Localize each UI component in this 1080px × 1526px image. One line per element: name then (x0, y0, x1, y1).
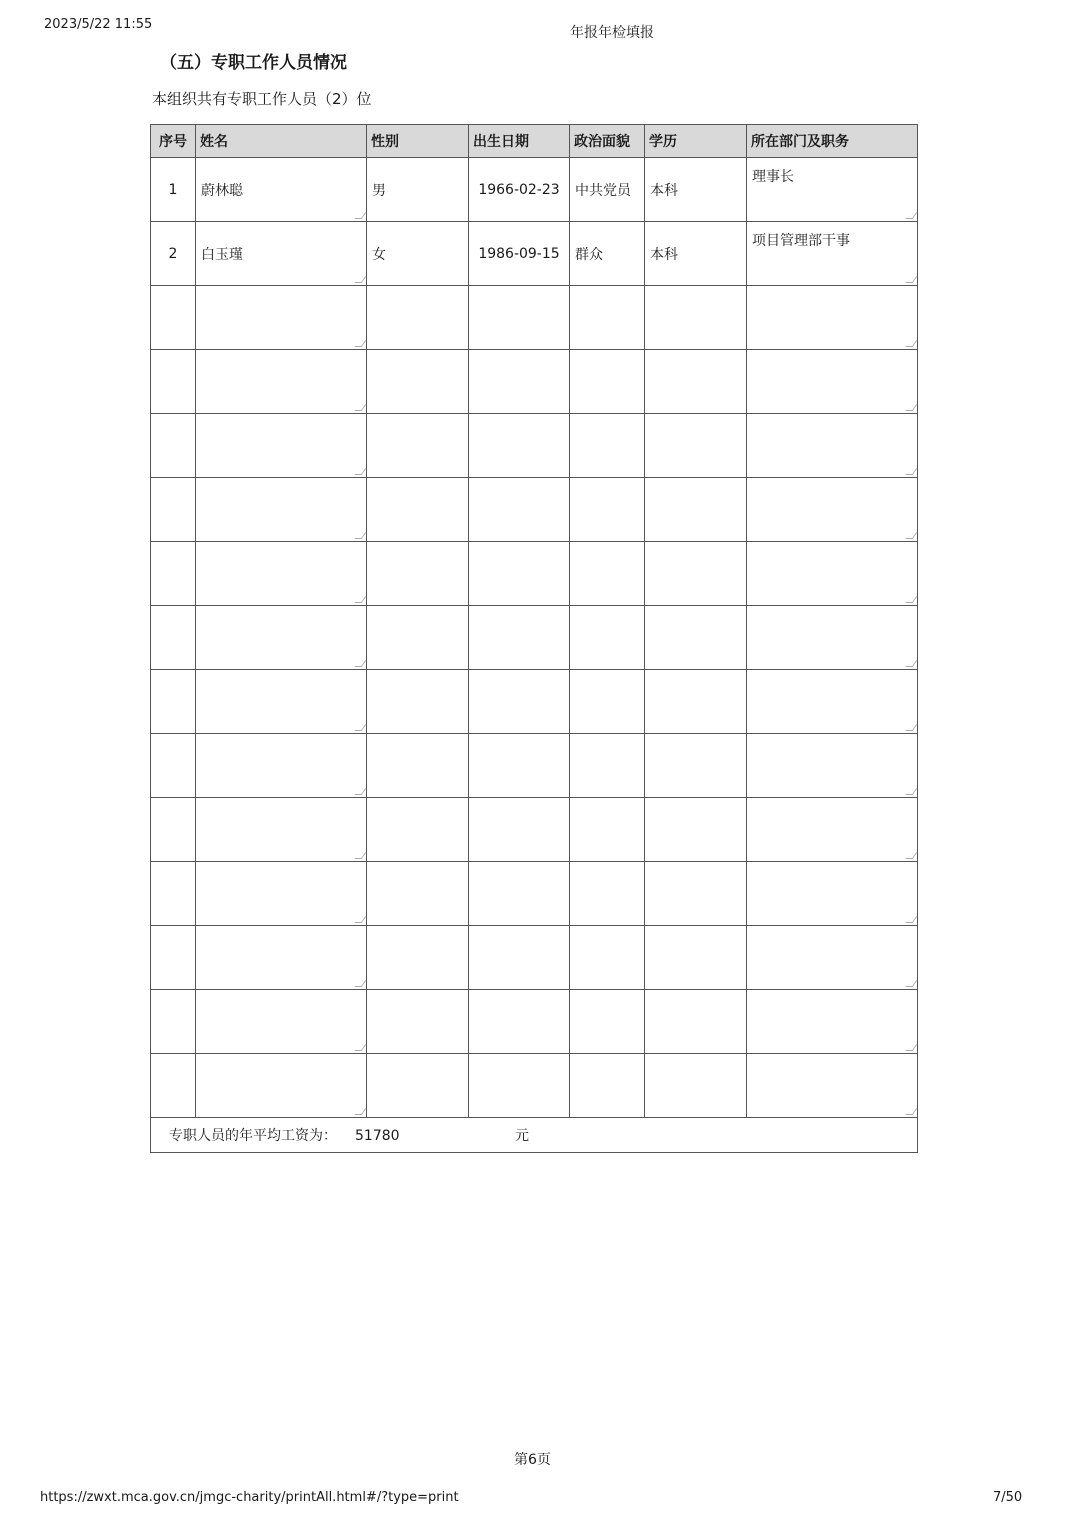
cell-name[interactable] (196, 350, 367, 414)
cell-gender[interactable] (367, 158, 469, 222)
header-name: 姓名 (196, 125, 367, 158)
cell-gender[interactable] (367, 798, 469, 862)
cell-political-status[interactable] (570, 286, 645, 350)
cell-name[interactable] (196, 478, 367, 542)
table-row (151, 670, 918, 734)
cell-birth-date[interactable] (469, 222, 570, 286)
cell-education[interactable] (645, 862, 747, 926)
cell-department-position[interactable] (747, 542, 918, 606)
header-seq: 序号 (151, 125, 196, 158)
cell-seq (151, 158, 196, 222)
cell-gender[interactable] (367, 222, 469, 286)
cell-seq (151, 542, 196, 606)
cell-value: 中共党员 (575, 182, 631, 199)
cell-political-status[interactable] (570, 734, 645, 798)
table-header-row (151, 125, 918, 158)
salary-cell (151, 1118, 918, 1153)
cell-department-position[interactable] (747, 478, 918, 542)
cell-value: 白玉瑾 (201, 246, 243, 263)
cell-political-status[interactable] (570, 990, 645, 1054)
header-gender: 性别 (367, 125, 469, 158)
cell-birth-date[interactable] (469, 478, 570, 542)
cell-department-position[interactable] (747, 990, 918, 1054)
cell-name[interactable] (196, 414, 367, 478)
table-row (151, 862, 918, 926)
cell-value: 1 (168, 181, 178, 198)
resize-handle-icon[interactable] (906, 596, 918, 603)
cell-birth-date[interactable] (469, 158, 570, 222)
resize-handle-icon[interactable] (355, 980, 367, 987)
cell-name[interactable] (196, 734, 367, 798)
resize-handle-icon[interactable] (906, 1108, 918, 1115)
page-number: 第6页 (514, 1452, 551, 1468)
cell-gender[interactable] (367, 1054, 469, 1118)
cell-political-status[interactable] (570, 862, 645, 926)
cell-political-status[interactable] (570, 222, 645, 286)
cell-birth-date[interactable] (469, 414, 570, 478)
cell-birth-date[interactable] (469, 670, 570, 734)
resize-handle-icon[interactable] (906, 724, 918, 731)
cell-gender[interactable] (367, 862, 469, 926)
cell-name[interactable] (196, 862, 367, 926)
cell-gender[interactable] (367, 606, 469, 670)
cell-gender[interactable] (367, 670, 469, 734)
resize-handle-icon[interactable] (906, 468, 918, 475)
table-row (151, 606, 918, 670)
cell-value: 项目管理部干事 (752, 233, 850, 249)
cell-department-position[interactable] (747, 670, 918, 734)
resize-handle-icon[interactable] (355, 660, 367, 667)
cell-political-status[interactable] (570, 350, 645, 414)
table-row (151, 222, 918, 286)
table-row (151, 990, 918, 1054)
resize-handle-icon[interactable] (355, 1044, 367, 1051)
cell-education[interactable] (645, 542, 747, 606)
table-row (151, 158, 918, 222)
cell-birth-date[interactable] (469, 926, 570, 990)
cell-department-position[interactable] (747, 350, 918, 414)
cell-political-status[interactable] (570, 1054, 645, 1118)
cell-seq (151, 414, 196, 478)
cell-value: 1966-02-23 (478, 181, 560, 198)
cell-political-status[interactable] (570, 478, 645, 542)
cell-value: 理事长 (752, 169, 794, 185)
resize-handle-icon[interactable] (355, 788, 367, 795)
resize-handle-icon[interactable] (355, 340, 367, 347)
cell-department-position[interactable] (747, 798, 918, 862)
resize-handle-icon[interactable] (906, 1044, 918, 1051)
cell-name[interactable] (196, 1054, 367, 1118)
cell-seq (151, 606, 196, 670)
table-row (151, 286, 918, 350)
table-row (151, 542, 918, 606)
cell-birth-date[interactable] (469, 542, 570, 606)
cell-department-position[interactable] (747, 414, 918, 478)
table-row (151, 926, 918, 990)
cell-seq (151, 286, 196, 350)
cell-department-position[interactable] (747, 926, 918, 990)
table-row (151, 1054, 918, 1118)
cell-seq (151, 862, 196, 926)
cell-birth-date[interactable] (469, 862, 570, 926)
cell-political-status[interactable] (570, 606, 645, 670)
resize-handle-icon[interactable] (906, 916, 918, 923)
salary-value: 51780 (355, 1128, 400, 1144)
cell-birth-date[interactable] (469, 350, 570, 414)
cell-education[interactable] (645, 286, 747, 350)
cell-department-position[interactable] (747, 158, 918, 222)
cell-name[interactable] (196, 990, 367, 1054)
header-department-position: 所在部门及职务 (747, 125, 918, 158)
cell-department-position[interactable] (747, 606, 918, 670)
cell-gender[interactable] (367, 990, 469, 1054)
cell-value: 男 (372, 182, 386, 199)
cell-seq (151, 350, 196, 414)
cell-value: 蔚林聪 (201, 182, 243, 199)
cell-birth-date[interactable] (469, 606, 570, 670)
resize-handle-icon[interactable] (355, 852, 367, 859)
table-row (151, 478, 918, 542)
resize-handle-icon[interactable] (906, 788, 918, 795)
cell-gender[interactable] (367, 350, 469, 414)
cell-name[interactable] (196, 926, 367, 990)
cell-seq (151, 222, 196, 286)
cell-value: 群众 (575, 246, 603, 263)
resize-handle-icon[interactable] (355, 532, 367, 539)
resize-handle-icon[interactable] (906, 660, 918, 667)
staff-table-body (151, 158, 918, 1118)
cell-value: 女 (372, 246, 386, 263)
cell-education[interactable] (645, 478, 747, 542)
cell-name[interactable] (196, 158, 367, 222)
footer-page-count: 7/50 (993, 1490, 1023, 1505)
cell-political-status[interactable] (570, 414, 645, 478)
salary-row (151, 1118, 918, 1153)
cell-seq (151, 734, 196, 798)
resize-handle-icon[interactable] (355, 404, 367, 411)
salary-unit: 元 (515, 1128, 529, 1144)
resize-handle-icon[interactable] (355, 596, 367, 603)
cell-gender[interactable] (367, 542, 469, 606)
cell-name[interactable] (196, 286, 367, 350)
cell-seq (151, 926, 196, 990)
cell-political-status[interactable] (570, 542, 645, 606)
cell-name[interactable] (196, 606, 367, 670)
cell-name[interactable] (196, 670, 367, 734)
cell-seq (151, 670, 196, 734)
resize-handle-icon[interactable] (355, 212, 367, 219)
cell-name[interactable] (196, 798, 367, 862)
cell-seq (151, 990, 196, 1054)
cell-value: 本科 (650, 182, 678, 199)
resize-handle-icon[interactable] (906, 532, 918, 539)
cell-department-position[interactable] (747, 286, 918, 350)
cell-gender[interactable] (367, 414, 469, 478)
cell-gender[interactable] (367, 478, 469, 542)
cell-seq (151, 1054, 196, 1118)
cell-education[interactable] (645, 926, 747, 990)
cell-gender[interactable] (367, 286, 469, 350)
salary-label: 专职人员的年平均工资为： (169, 1128, 337, 1144)
cell-department-position[interactable] (747, 222, 918, 286)
staff-count-sentence: 本组织共有专职工作人员（2）位 (152, 90, 372, 108)
cell-value: 2 (168, 245, 178, 262)
cell-birth-date[interactable] (469, 734, 570, 798)
cell-birth-date[interactable] (469, 286, 570, 350)
cell-birth-date[interactable] (469, 798, 570, 862)
resize-handle-icon[interactable] (355, 724, 367, 731)
cell-gender[interactable] (367, 926, 469, 990)
cell-gender[interactable] (367, 734, 469, 798)
cell-birth-date[interactable] (469, 1054, 570, 1118)
resize-handle-icon[interactable] (355, 276, 367, 283)
print-datetime: 2023/5/22 11:55 (44, 17, 153, 32)
cell-name[interactable] (196, 542, 367, 606)
cell-political-status[interactable] (570, 926, 645, 990)
cell-name[interactable] (196, 222, 367, 286)
resize-handle-icon[interactable] (906, 852, 918, 859)
section-title: （五）专职工作人员情况 (160, 53, 347, 73)
cell-value: 1986-09-15 (478, 245, 560, 262)
table-row (151, 350, 918, 414)
header-political-status: 政治面貌 (570, 125, 645, 158)
header-education: 学历 (645, 125, 747, 158)
table-row (151, 414, 918, 478)
resize-handle-icon[interactable] (906, 404, 918, 411)
footer-url: https://zwxt.mca.gov.cn/jmgc-charity/printAll.html#/?type=print (40, 1490, 459, 1505)
resize-handle-icon[interactable] (355, 1108, 367, 1115)
table-row (151, 734, 918, 798)
cell-education[interactable] (645, 158, 747, 222)
cell-education[interactable] (645, 734, 747, 798)
resize-handle-icon[interactable] (355, 916, 367, 923)
staff-table (150, 124, 918, 1153)
cell-education[interactable] (645, 670, 747, 734)
cell-birth-date[interactable] (469, 990, 570, 1054)
print-page-title: 年报年检填报 (570, 25, 654, 41)
resize-handle-icon[interactable] (906, 340, 918, 347)
resize-handle-icon[interactable] (906, 276, 918, 283)
resize-handle-icon[interactable] (906, 212, 918, 219)
cell-education[interactable] (645, 606, 747, 670)
resize-handle-icon[interactable] (906, 980, 918, 987)
cell-department-position[interactable] (747, 734, 918, 798)
cell-seq (151, 798, 196, 862)
header-birth-date: 出生日期 (469, 125, 570, 158)
cell-political-status[interactable] (570, 798, 645, 862)
cell-education[interactable] (645, 990, 747, 1054)
cell-seq (151, 478, 196, 542)
resize-handle-icon[interactable] (355, 468, 367, 475)
cell-education[interactable] (645, 798, 747, 862)
cell-education[interactable] (645, 1054, 747, 1118)
cell-political-status[interactable] (570, 158, 645, 222)
cell-department-position[interactable] (747, 862, 918, 926)
cell-department-position[interactable] (747, 1054, 918, 1118)
cell-political-status[interactable] (570, 670, 645, 734)
cell-education[interactable] (645, 414, 747, 478)
cell-education[interactable] (645, 350, 747, 414)
table-row (151, 798, 918, 862)
cell-value: 本科 (650, 246, 678, 263)
cell-education[interactable] (645, 222, 747, 286)
